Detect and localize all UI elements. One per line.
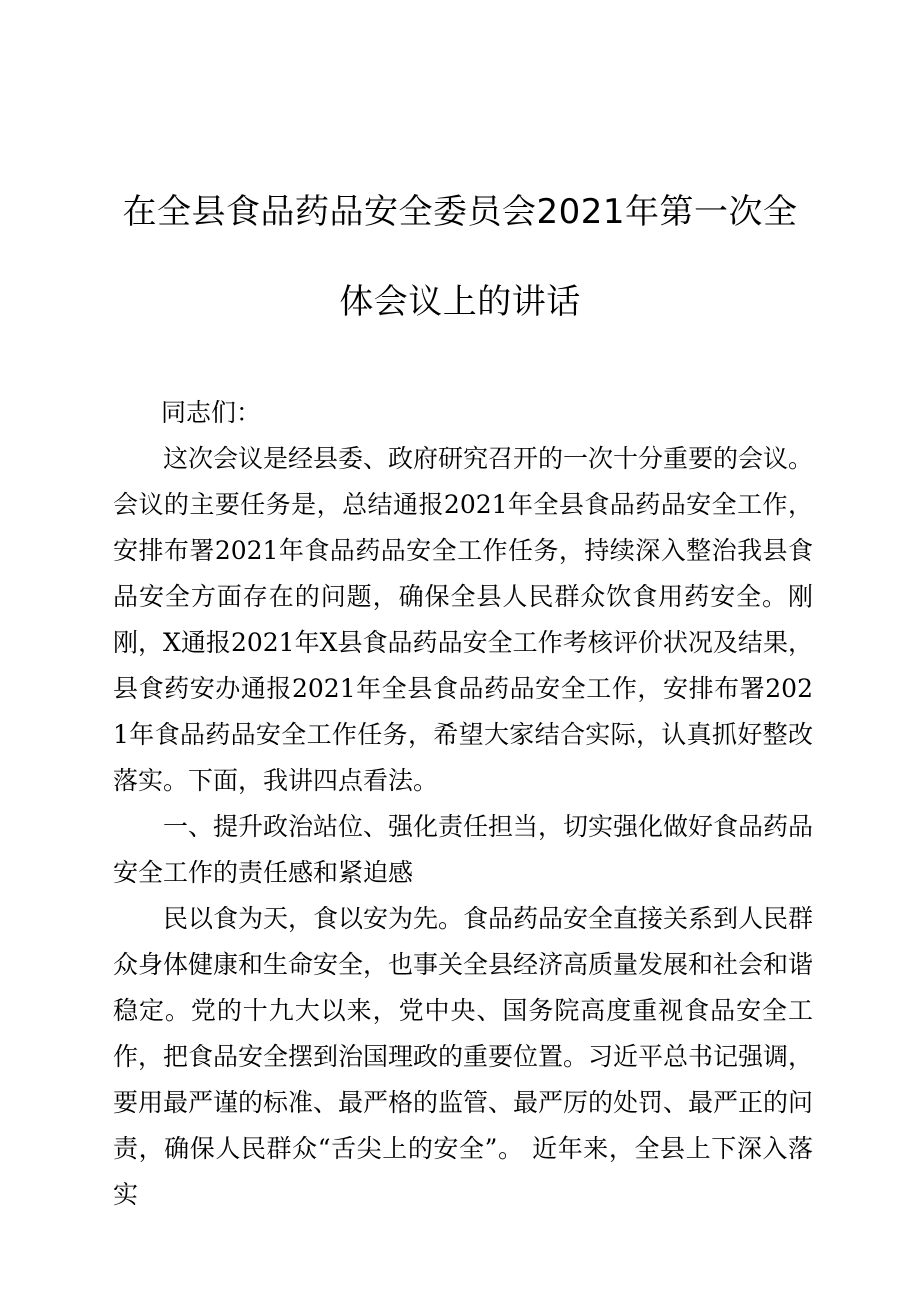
- paragraph-intro: 这次会议是经县委、政府研究召开的一次十分重要的会议。会议的主要任务是，总结通报2021年全县食品药品安全工作，安排布署2021年食品药品安全工作任务，持续深入整治我县食品安全方面存在的问题，确保全县人民群众饮食用药安全。刚刚，X通报2021年X县食品药品安全工作考核评价状况及结果，县食药安办通报2021年全县食品药品安全工作，安排布署2021年食品药品安全工作任务，希望大家结合实际，认真抓好整改落实。下面，我讲四点看法。: [113, 444, 814, 795]
- paragraph-section-1: 民以食为天，食以安为先。食品药品安全直接关系到人民群众身体健康和生命安全，也事关全县经济高质量发展和社会和谐稳定。党的十九大以来，党中央、国务院高度重视食品安全工作，把食品安全摆到治国理政的重要位置。习近平总书记强调，要用最严谨的标准、最严格的监管、最严厉的处罚、最严正的问责，确保人民群众“舌尖上的安全”。 近年来，全县上下深入落实: [113, 904, 814, 1209]
- document-title-line-2: 体会议上的讲话: [339, 282, 581, 322]
- document-title-line-1: 在全县食品药品安全委员会2021年第一次全: [122, 192, 798, 232]
- document-body: [113, 436, 813, 1218]
- greeting: 同志们：: [161, 398, 262, 427]
- section-heading-1: 一、提升政治站位、强化责任担当，切实强化做好食品药品安全工作的责任感和紧迫感: [113, 812, 814, 887]
